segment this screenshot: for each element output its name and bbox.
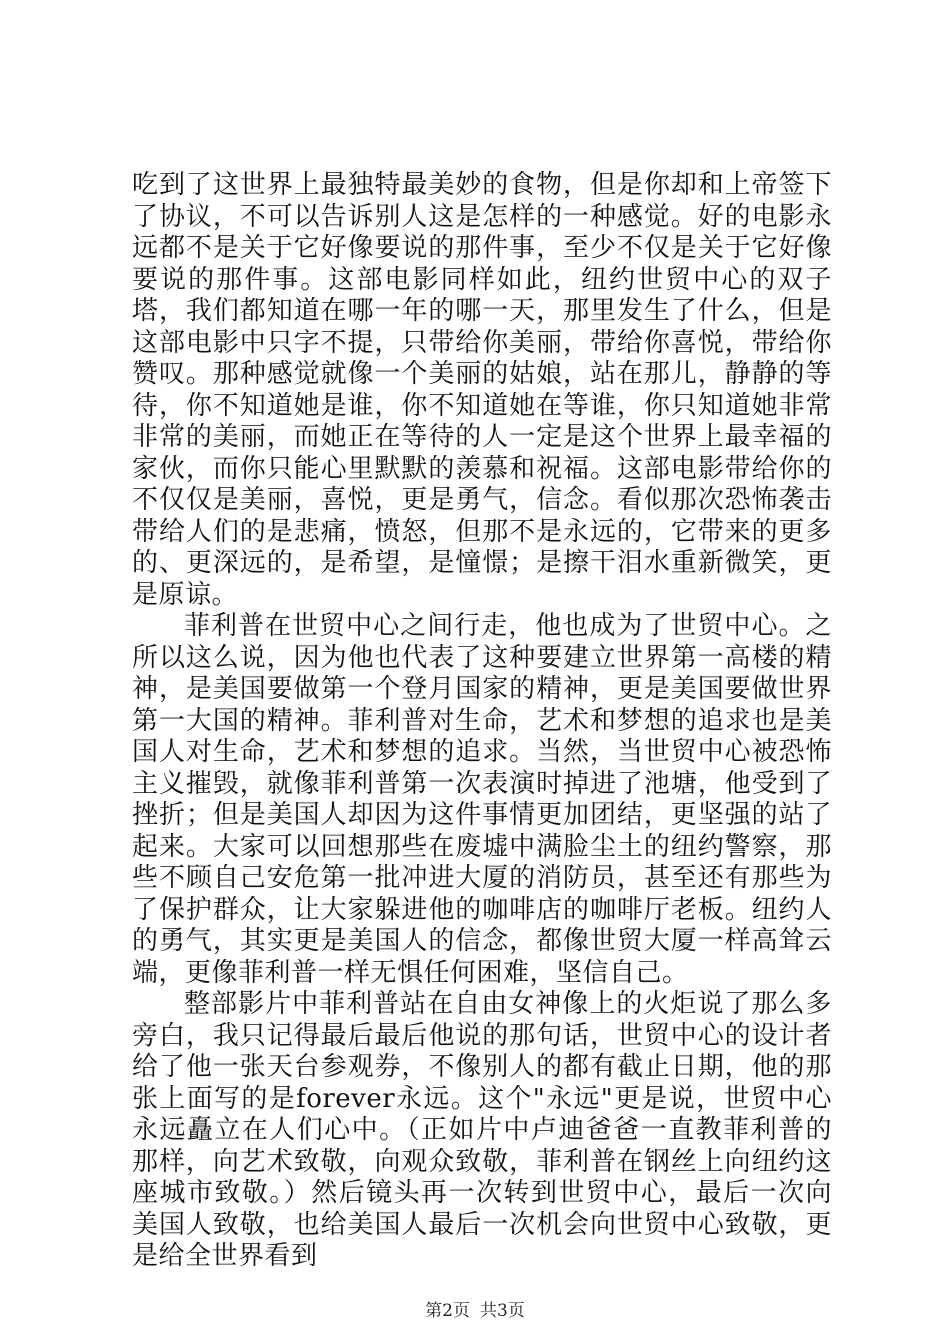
document-body <box>132 170 832 1273</box>
paragraph: 整部影片中菲利普站在自由女神像上的火炬说了那么多旁白，我只记得最后最后他说的那句话，世贸中心的设计者给了他一张天台参观券，不像别人的都有截止日期，他的那张上面写的是forever永远。这个"永远"更是说，世贸中心永远矗立在人们心中。（正如片中卢迪爸爸一直教菲利普的那样，向艺术致敬，向观众致敬，菲利普在钢丝上向纽约这座城市致敬。）然后镜头再一次转到世贸中心，最后一次向美国人致敬，也给美国人最后一次机会向世贸中心致敬，更是给全世界看到 <box>132 989 832 1271</box>
page-number: 第2页 <box>425 1301 470 1321</box>
paragraph-continuation: 吃到了这世界上最独特最美妙的食物，但是你却和上帝签下了协议，不可以告诉别人这是怎样的一种感觉。好的电影永远都不是关于它好像要说的那件事，至少不仅是关于它好像要说的那件事。这部电影同样如此，纽约世贸中心的双子塔，我们都知道在哪一年的哪一天，那里发生了什么，但是这部电影中只字不提，只带给你美丽，带给你喜悦，带给你赞叹。那种感觉就像一个美丽的姑娘，站在那儿，静静的等待，你不知道她是谁，你不知道她在等谁，你只知道她非常非常的美丽，而她正在等待的人一定是这个世界上最幸福的家伙，而你只能心里默默的羡慕和祝福。这部电影带给你的不仅仅是美丽，喜悦，更是勇气，信念。看似那次恐怖袭击带给人们的是悲痛，愤怒，但那不是永远的，它带来的更多的、更深远的，是希望，是憧憬；是擦干泪水重新微笑，更是原谅。 <box>132 170 832 610</box>
page-footer <box>0 1301 950 1321</box>
page-total: 共3页 <box>480 1301 525 1321</box>
paragraph: 菲利普在世贸中心之间行走，他也成为了世贸中心。之所以这么说，因为他也代表了这种要建立世界第一高楼的精神，是美国要做第一个登月国家的精神，更是美国要做世界第一大国的精神。菲利普对生命，艺术和梦想的追求也是美国人对生命，艺术和梦想的追求。当然，当世贸中心被恐怖主义摧毁，就像菲利普第一次表演时掉进了池塘，他受到了挫折；但是美国人却因为这件事情更加团结，更坚强的站了起来。大家可以回想那些在废墟中满脸尘土的纽约警察，那些不顾自己安危第一批冲进大厦的消防员，甚至还有那些为了保护群众，让大家躲进他的咖啡店的咖啡厅老板。纽约人的勇气，其实更是美国人的信念，都像世贸大厦一样高耸云端，更像菲利普一样无惧任何困难，坚信自己。 <box>132 611 832 988</box>
